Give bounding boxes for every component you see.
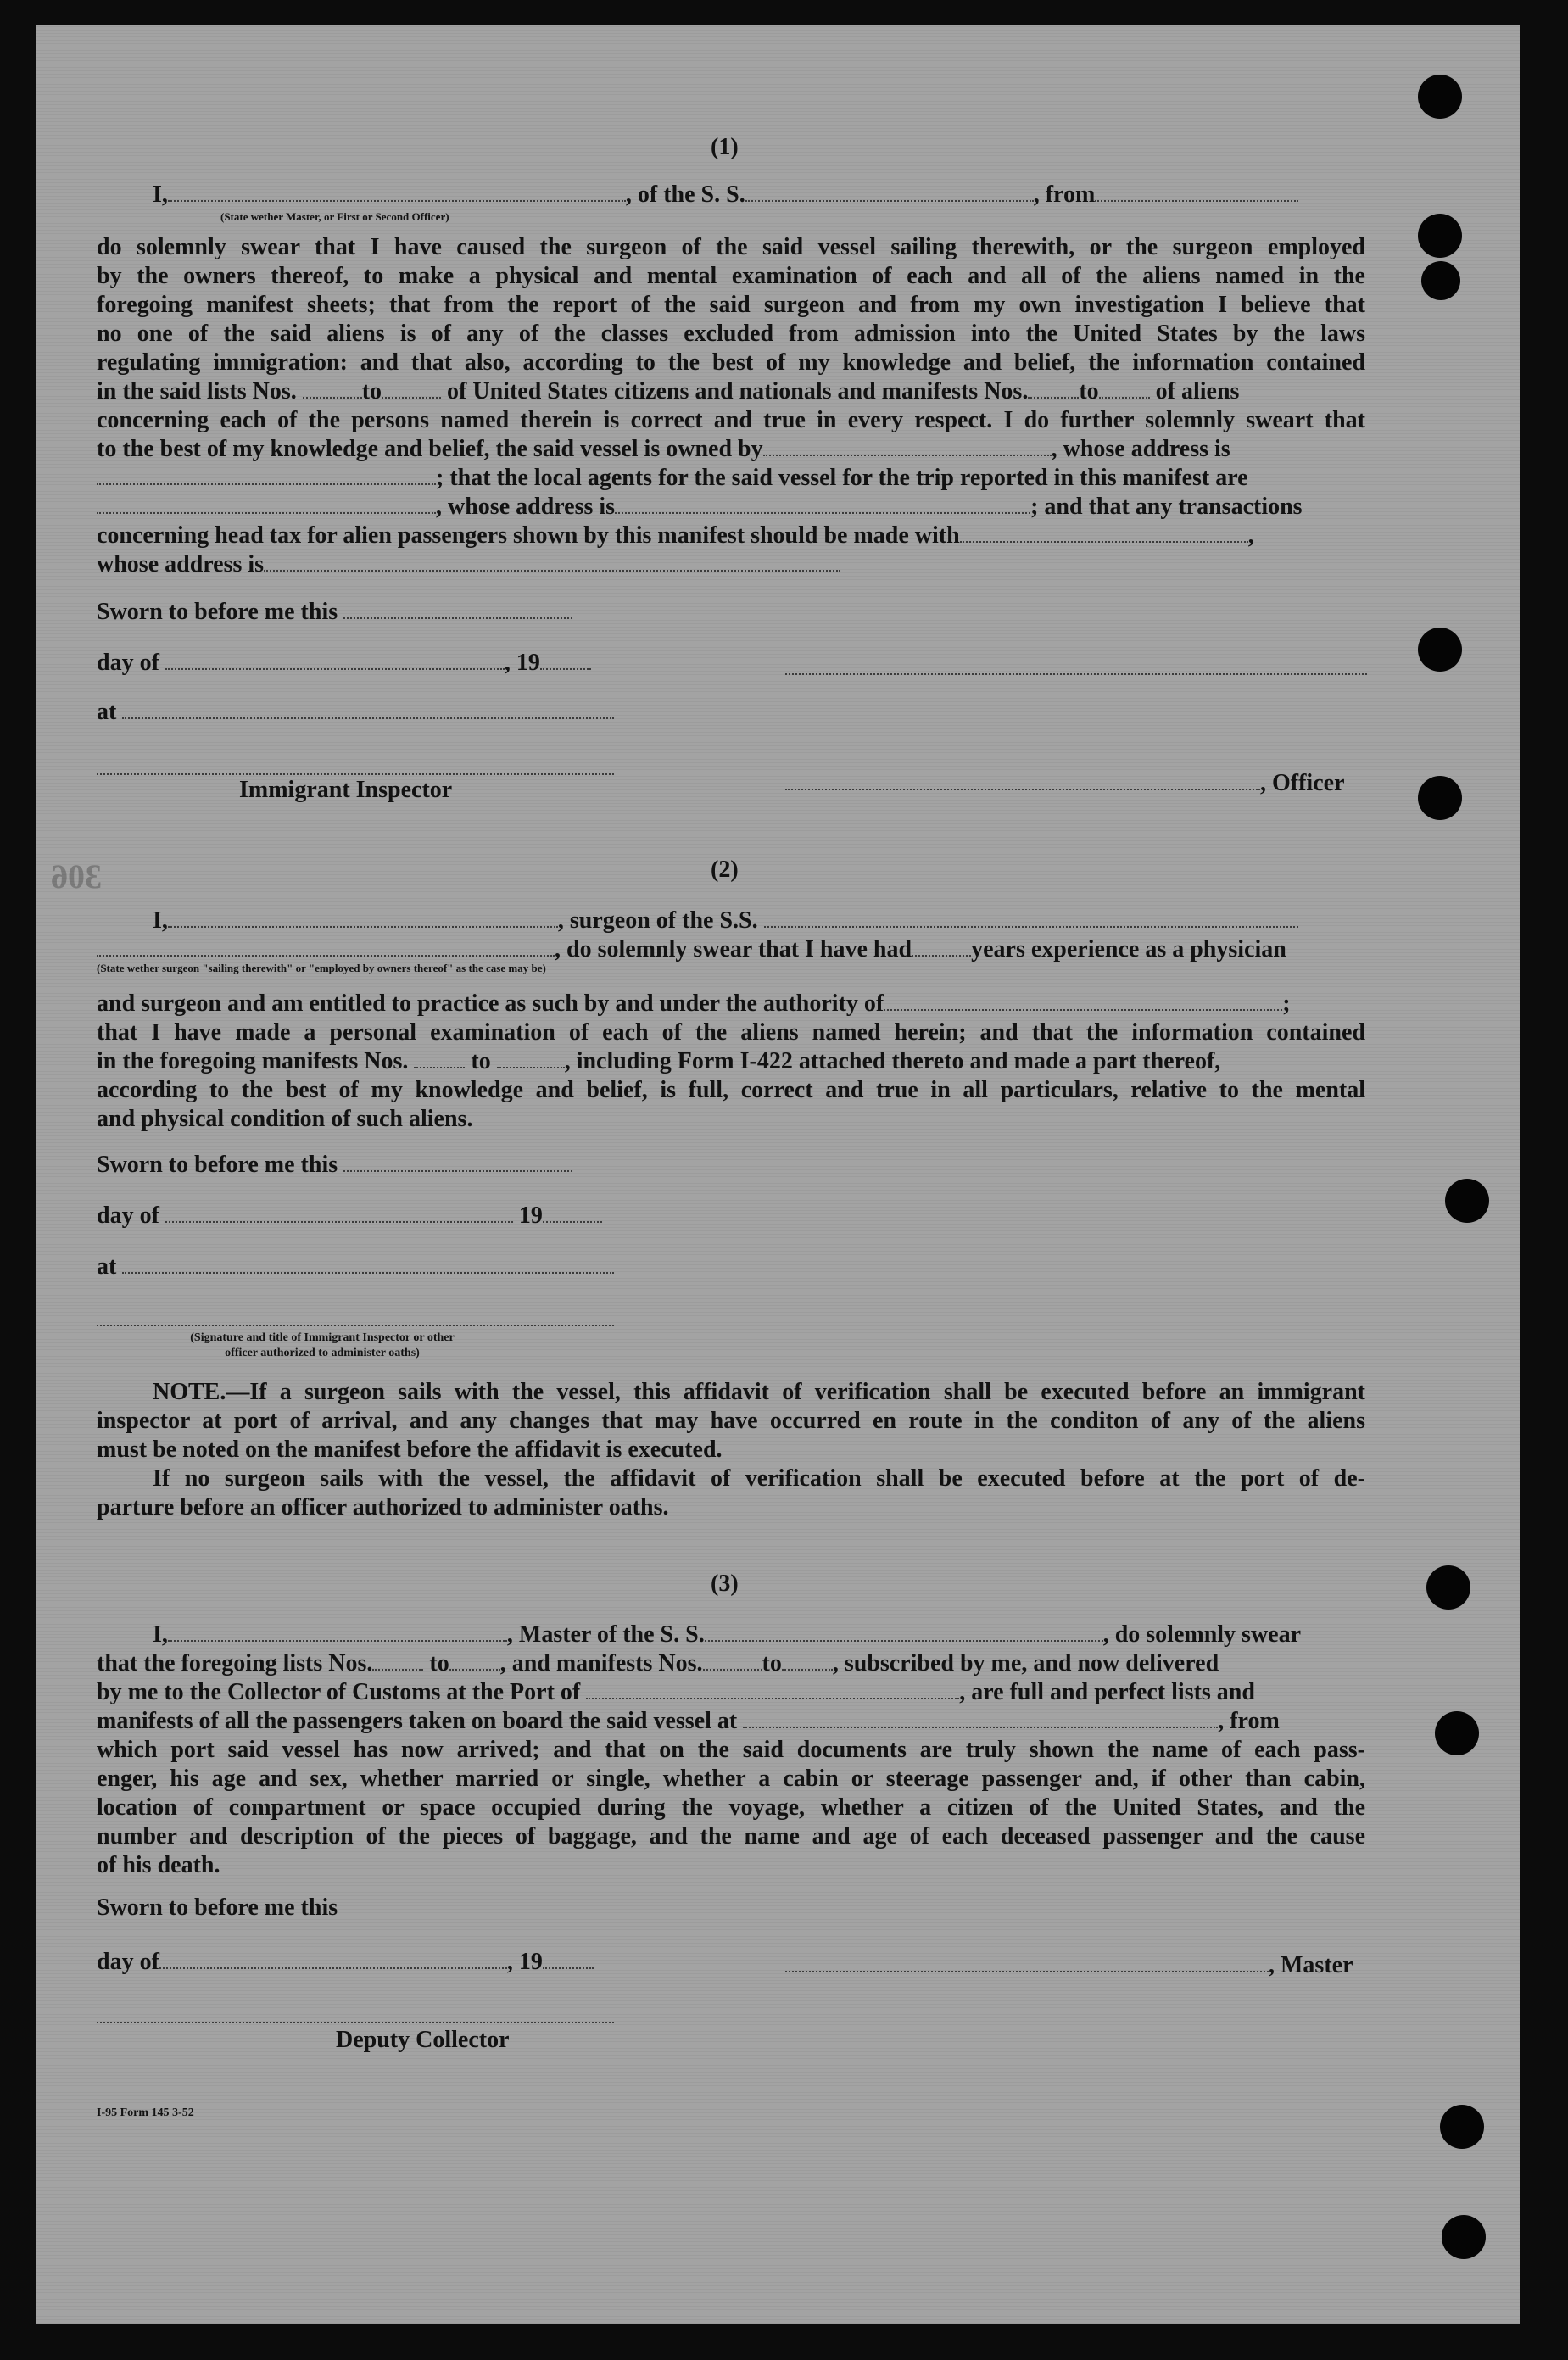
section-1-owner-line: to the best of my knowledge and belief, the said vessel is owned by , whose address is [97, 436, 1230, 462]
surgeon-name-field[interactable] [168, 907, 558, 928]
note-line: must be noted on the manifest before the affidavit is executed. [97, 1437, 723, 1463]
master-name-field[interactable] [168, 1621, 507, 1642]
boarding-port-field[interactable] [743, 1708, 1218, 1728]
section-2-at: at [97, 1253, 614, 1280]
section-1-heading: (1) [711, 134, 739, 160]
section-3-heading: (3) [711, 1571, 739, 1597]
master-signature: , Master [785, 1952, 1353, 1979]
section-3-paragraph-line: enger, his age and sex, whether married or single, whether a cabin or steerage passenger and, if other than cabin, [97, 1766, 1365, 1792]
signature-title-note-1: (Signature and title of Immigrant Inspector or other [190, 1331, 455, 1344]
port-field[interactable] [586, 1679, 959, 1699]
section-1-at: at [97, 699, 614, 726]
punch-hole [1418, 628, 1462, 672]
surgeon-manifests-from-field[interactable] [414, 1048, 465, 1068]
years-experience-field[interactable] [912, 936, 971, 957]
master-manifests-to-field[interactable] [782, 1650, 833, 1671]
bleed-through-number: 306 [51, 857, 102, 895]
section-1-sworn: Sworn to before me this [97, 599, 572, 626]
ship-name-field[interactable] [745, 181, 1034, 202]
sworn-date-field[interactable] [343, 599, 572, 619]
deputy-collector-label: Deputy Collector [336, 2027, 510, 2053]
section-2-day-of: day of 19 [97, 1202, 602, 1230]
day-of-field[interactable] [165, 650, 505, 670]
punch-hole [1435, 1711, 1479, 1755]
section-1-paragraph-line: concerning each of the persons named therein is correct and true in every respect. I do further solemnly sweart that [97, 407, 1365, 433]
officer-signature-field[interactable] [785, 770, 1260, 790]
from-port-field[interactable] [1095, 181, 1298, 202]
owner-field[interactable] [763, 436, 1052, 456]
master-lists-to-field[interactable] [449, 1650, 500, 1671]
section-2-line-2: , do solemnly swear that I have had years experience as a physician [97, 936, 1286, 963]
section-1-agents-line: ; that the local agents for the said vessel for the trip reported in this manifest are [97, 465, 1248, 492]
punch-hole [1418, 75, 1462, 119]
at-place-field[interactable] [122, 699, 614, 719]
section-3-day-of: day of , 19 [97, 1949, 594, 1976]
punch-hole [1445, 1179, 1489, 1223]
manifests-from-field[interactable] [1028, 378, 1079, 399]
surgeon-ship-field[interactable] [764, 907, 1298, 928]
punch-hole [1426, 1565, 1470, 1610]
section-1-paragraph-line: do solemnly swear that I have caused the surgeon of the said vessel sailing therewith, or the surgeon employed [97, 234, 1365, 260]
day-of-field[interactable] [159, 1949, 507, 1969]
master-lists-from-field[interactable] [372, 1650, 423, 1671]
section-1-agent-address-line: , whose address is ; and that any transactions [97, 494, 1303, 521]
immigrant-inspector-label: Immigrant Inspector [239, 777, 453, 803]
section-2-line-1: I, , surgeon of the S.S. [153, 907, 1298, 935]
officer-signature: , Officer [785, 770, 1345, 797]
section-3-paragraph-line: which port said vessel has now arrived; and that on the said documents are truly shown the name of each pass- [97, 1737, 1365, 1763]
section-2-heading: (2) [711, 856, 739, 883]
year-field[interactable] [543, 1949, 594, 1969]
deputy-signature-line[interactable] [97, 2022, 614, 2023]
section-1-line-1: I, , of the S. S. , from [153, 181, 1298, 209]
section-3-boarding-line: manifests of all the passengers taken on board the said vessel at , from [97, 1708, 1280, 1734]
punch-hole [1418, 776, 1462, 820]
authority-field[interactable] [884, 990, 1282, 1011]
note-line: inspector at port of arrival, and any changes that may have occurred en route in the conditon of any of the aliens [97, 1408, 1365, 1434]
section-2-sworn: Sworn to before me this [97, 1152, 572, 1179]
officer-signature-line[interactable] [785, 673, 1367, 675]
inspector-signature-line[interactable] [97, 1325, 614, 1326]
section-1-day-of: day of , 19 [97, 650, 591, 677]
agents-field[interactable] [97, 494, 436, 514]
section-3-paragraph-line: of his death. [97, 1852, 220, 1878]
punch-hole [1418, 214, 1462, 258]
master-manifests-from-field[interactable] [703, 1650, 762, 1671]
section-1-paragraph-line: by the owners thereof, to make a physical and mental examination of each and all of the aliens named in the [97, 263, 1365, 289]
note-line: parture before an officer authorized to administer oaths. [97, 1494, 669, 1520]
section-2-paragraph-line: according to the best of my knowledge and belief, is full, correct and true in all particulars, relative to the mental [97, 1077, 1365, 1103]
manifests-to-field[interactable] [1099, 378, 1150, 399]
punch-hole [1440, 2105, 1484, 2149]
section-3-paragraph-line: location of compartment or space occupied during the voyage, whether a citizen of the United States, and the [97, 1794, 1365, 1821]
day-of-field[interactable] [165, 1202, 513, 1223]
punch-hole [1421, 261, 1460, 300]
officer-name-field[interactable] [168, 181, 626, 202]
signature-title-note-2: officer authorized to administer oaths) [225, 1347, 420, 1359]
lists-from-field[interactable] [303, 378, 362, 399]
section-1-paragraph-line: no one of the said aliens is of any of the classes excluded from admission into the United States by the laws [97, 321, 1365, 347]
section-1-lists-line: in the said lists Nos. to of United States citizens and nationals and manifests Nos. to of aliens [97, 378, 1240, 404]
section-3-lists-line: that the foregoing lists Nos. to , and manifests Nos. to , subscribed by me, and now delivered [97, 1650, 1219, 1677]
agents-address-field[interactable] [615, 494, 1030, 514]
section-2-paragraph-line: that I have made a personal examination of each of the aliens named herein; and that the information contained [97, 1019, 1365, 1046]
inspector-signature-line[interactable] [97, 773, 614, 775]
lists-to-field[interactable] [382, 378, 441, 399]
section-2-manifests-line: in the foregoing manifests Nos. to , including Form I-422 attached thereto and made a part thereof, [97, 1048, 1221, 1074]
section-3-paragraph-line: number and description of the pieces of baggage, and the name and age of each deceased passenger and the cause [97, 1823, 1365, 1850]
form-number: I-95 Form 145 3-52 [97, 2106, 194, 2119]
note-line: NOTE.—If a surgeon sails with the vessel, this affidavit of verification shall be executed before an immigrant [153, 1379, 1365, 1405]
surgeon-status-field[interactable] [97, 936, 555, 957]
punch-hole [1442, 2215, 1486, 2259]
note-line: If no surgeon sails with the vessel, the affidavit of verification shall be executed before at the port of de- [153, 1465, 1365, 1492]
officer-rank-note: (State wether Master, or First or Second Officer) [220, 210, 449, 223]
master-signature-field[interactable] [785, 1952, 1269, 1972]
section-3-port-line: by me to the Collector of Customs at the Port of , are full and perfect lists and [97, 1679, 1255, 1705]
sworn-date-field[interactable] [343, 1152, 572, 1172]
year-field[interactable] [540, 650, 591, 670]
headtax-contact-field[interactable] [960, 522, 1248, 543]
section-1-paragraph-line: foregoing manifest sheets; that from the report of the said surgeon and from my own investigation I believe that [97, 292, 1365, 318]
owner-address-field[interactable] [97, 465, 436, 485]
section-1-headtax-line: concerning head tax for alien passengers shown by this manifest should be made with , [97, 522, 1254, 549]
section-1-paragraph-line: regulating immigration: and that also, according to the best of my knowledge and belief, the information contained [97, 349, 1365, 376]
surgeon-manifests-to-field[interactable] [497, 1048, 565, 1068]
surgeon-status-note: (State wether surgeon "sailing therewith" or "employed by owners thereof" as the case may be) [97, 962, 546, 974]
headtax-address-field[interactable] [264, 551, 840, 572]
section-3-line-1: I, , Master of the S. S. , do solemnly swear [153, 1621, 1302, 1648]
master-ship-field[interactable] [705, 1621, 1103, 1642]
section-2-authority-line: and surgeon and am entitled to practice as such by and under the authority of ; [97, 990, 1291, 1017]
at-place-field[interactable] [122, 1253, 614, 1274]
year-field[interactable] [543, 1202, 602, 1223]
section-2-paragraph-line: and physical condition of such aliens. [97, 1106, 473, 1132]
section-3-sworn: Sworn to before me this [97, 1894, 338, 1921]
section-1-headtax-address-line: whose address is [97, 551, 840, 578]
